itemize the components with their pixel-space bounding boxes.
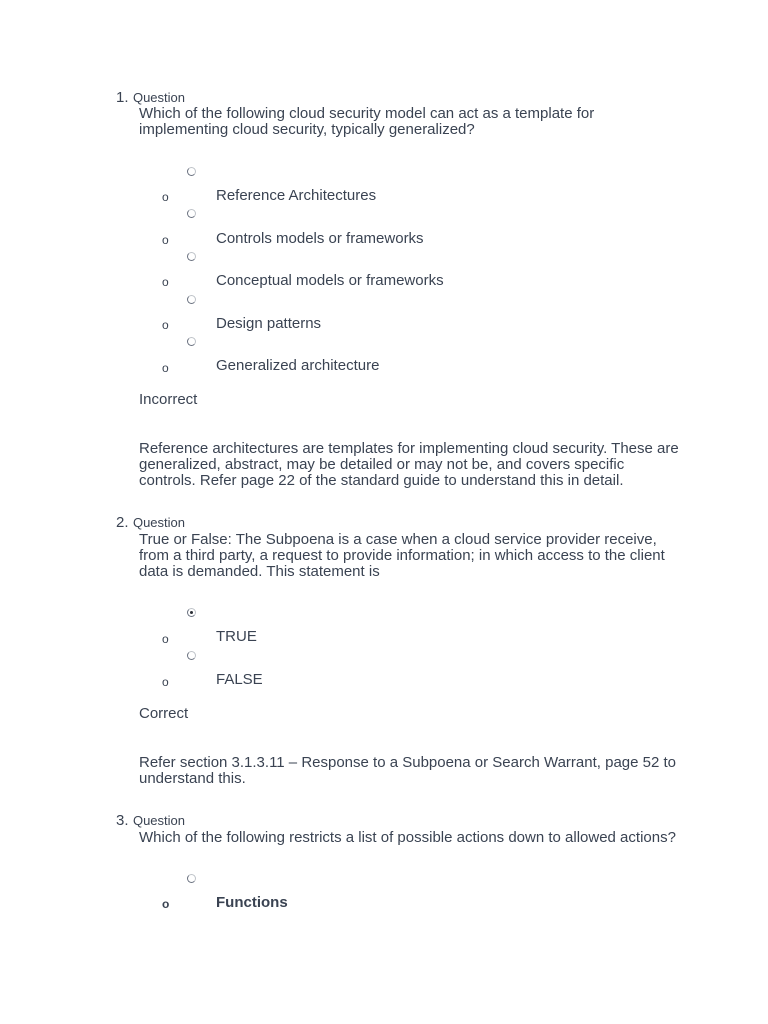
bullet: o xyxy=(162,190,169,204)
question-number: 2. xyxy=(116,514,129,531)
bullet: o xyxy=(162,361,169,375)
question-number: 1. xyxy=(116,89,129,106)
option-q1-5: Generalized architecture xyxy=(216,357,380,374)
option-q1-1: Reference Architectures xyxy=(216,187,377,204)
question-number: 3. xyxy=(116,812,129,829)
option-q1-2: Controls models or frameworks xyxy=(216,230,424,247)
question-3-heading xyxy=(116,812,185,830)
bullet: o xyxy=(162,675,169,689)
option-q1-4: Design patterns xyxy=(216,315,322,332)
question-2-result: Correct xyxy=(139,705,189,722)
question-1-feedback: Reference architectures are templates for implementing cloud security. These are generalized, abstract, may be detailed or may not be, and covers specific controls. Refer page 22 of the standard guide to understand this in detail. xyxy=(139,440,679,489)
question-2-feedback: Refer section 3.1.3.11 – Response to a Subpoena or Search Warrant, page 52 to understand this. xyxy=(139,754,677,787)
question-2-text: True or False: The Subpoena is a case when a cloud service provider receive, from a third party, a request to provide information; in which access to the client data is demanded. This statement is xyxy=(139,531,665,580)
option-q3-1: Functions xyxy=(216,894,288,911)
option-q2-1: TRUE xyxy=(216,628,257,645)
question-1-result: Incorrect xyxy=(139,391,198,408)
radio-q1-option-5[interactable] xyxy=(187,337,196,346)
option-q1-3: Conceptual models or frameworks xyxy=(216,272,444,289)
question-label: Question xyxy=(132,813,186,828)
radio-q1-option-3[interactable] xyxy=(187,252,196,261)
question-label: Question xyxy=(132,515,186,530)
bullet: o xyxy=(162,897,170,911)
radio-q1-option-2[interactable] xyxy=(187,209,196,218)
radio-q1-option-4[interactable] xyxy=(187,295,196,304)
radio-q3-option-1[interactable] xyxy=(187,874,196,883)
bullet: o xyxy=(162,275,169,289)
question-3-text: Which of the following restricts a list of possible actions down to allowed actions? xyxy=(139,829,676,846)
radio-q1-option-1[interactable] xyxy=(187,167,196,176)
radio-q2-option-2[interactable] xyxy=(187,651,196,660)
question-2-heading xyxy=(116,514,185,532)
bullet: o xyxy=(162,632,169,646)
question-1-text: Which of the following cloud security model can act as a template for implementing cloud security, typically generalized? xyxy=(139,105,595,138)
option-q2-2: FALSE xyxy=(216,671,263,688)
question-label: Question xyxy=(132,90,186,105)
bullet: o xyxy=(162,233,169,247)
radio-q2-option-1[interactable] xyxy=(187,608,196,617)
bullet: o xyxy=(162,318,169,332)
